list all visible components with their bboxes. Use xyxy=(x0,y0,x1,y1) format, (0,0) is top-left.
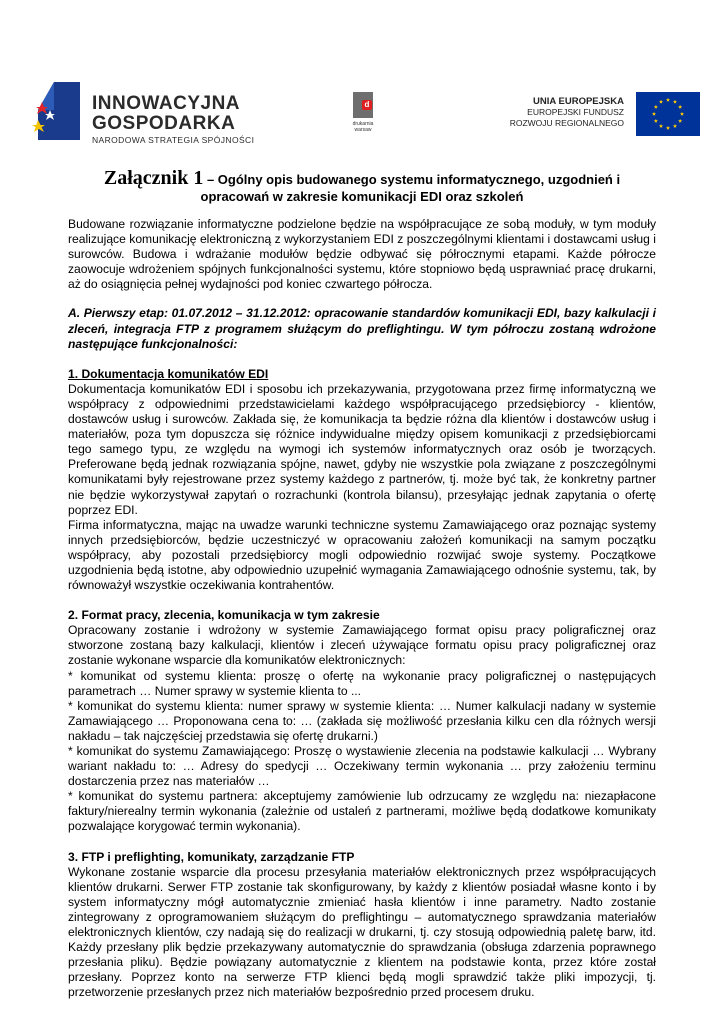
section-2-bullet-2: * komunikat do systemu klienta: numer sprawy w systemie klienta: … Numer kalkulacji nadany w systemie Zamawiającego … Proponowana cena to: … (zakłada się możliwość przesłania kilku cen dla różnych wersji nakładu – tak najczęściej przedstawia się ofertę drukarni.) xyxy=(68,698,656,743)
section-1-paragraph-1: Dokumentacja komunikatów EDI i sposobu ich przekazywania, przygotowana przez firmę informatyczną we współpracy z odpowiednimi przedstawicielami każdego współpracującego przedsiębiorcy - klientów, dostawców usług i surowców. Zakłada się, że komunikacja ta będzie różna dla klientów i dostawców usług i materiałów, poza tym dopuszcza się różnice indywidualne między opisem komunikacji z przedsiębiorcami tego samego typu, ze względu na wymogi ich systemów informatycznych oraz osób je tworzących. Preferowane będą jednak rozwiązania spójne, nawet, gdyby nie wszystkie pola związane z poszczególnymi komunikatami były rejestrowane przez systemy każdego z partnerów, tj. może być tak, że konkretny partner nie będzie wykorzystywał zapytań o rozrachunki (kontrola bilansu), przesyłając jednak zapytania o ofertę poprzez EDI. xyxy=(68,381,656,517)
title-description: – Ogólny opis budowanego systemu informatycznego, uzgodnień i opracowań w zakresie komunikacji EDI oraz szkoleń xyxy=(200,172,621,204)
ig-logo-title xyxy=(92,94,240,134)
section-1 xyxy=(68,367,656,593)
eu-logo-line1: UNIA EUROPEJSKA xyxy=(533,96,624,107)
ig-title-line2: GOSPODARKA xyxy=(92,113,236,134)
section-3-paragraph-1: Wykonane zostanie wsparcie dla procesu przesyłania materiałów elektronicznych przez współpracujących klientów drukarni. Serwer FTP zostanie tak skonfigurowany, by każdy z klientów posiadał własne konto i by system informatyczny mógł automatycznie zmieniać hasła klientów i inne parametry. Nadto zostanie zintegrowany z oprogramowaniem służącym do preflightingu – automatycznego sprawdzania materiałów elektronicznych klientów, czy nadają się do realizacji w drukarni, tj. czy stosują odpowiednią paletę barw, itd. Każdy przesłany plik będzie przekazywany automatycznie do sprawdzania (obsługa zdarzenia poprawnego przesłania pliku). Będzie powiązany automatycznie z klientem na podstawie konta, przez które został przesłany. Poprzez konto na serwerze FTP klienci będą mogli sprawdzić także pliki impozycji, tj. przetworzenie przesłanych przez nich materiałów bezpośrednio przed procesem druku. xyxy=(68,864,656,1000)
section-2-heading: 2. Format pracy, zlecenia, komunikacja w tym zakresie xyxy=(68,608,380,623)
innowacyjna-gospodarka-logo xyxy=(32,80,262,150)
section-2-bullet-4: * komunikat do systemu partnera: akceptujemy zamówienie lub odrzucamy ze względu na: niezapłacone faktury/nierealny termin wykonania (zależnie od ustaleń z partnerami, możliwe będą dodatkowe komunikaty pozwalające korygować termin wykonania). xyxy=(68,789,656,834)
section-1-heading: 1. Dokumentacja komunikatów EDI xyxy=(68,366,269,381)
page-header xyxy=(0,0,724,160)
ig-logo-mark-icon xyxy=(32,80,94,142)
intro-paragraph: Budowane rozwiązanie informatyczne podzielone będzie na współpracujące ze sobą moduły, w tym moduły realizujące komunikację elektroniczną z wykorzystaniem EDI z poszczególnymi klientami i dostawcami usług i surowców. Budowa i wdrażanie modułów będzie odbywać się półrocznymi etapami. Każde półrocze zaowocuje wdrożeniem spójnych funkcjonalności systemu, które stopniowo będą usprawniać pracę drukarni, aż do osiągnięcia pełnej wydajności pod koniec czwartego półrocza. xyxy=(68,217,656,292)
eu-logo xyxy=(490,92,700,140)
document-title xyxy=(68,167,656,205)
section-2-paragraph-1: Opracowany zostanie i wdrożony w systemie Zamawiającego format opisu pracy poligraficznej oraz stworzone zostaną bazy kalkulacji, klientów i zleceń używające formatu opisu pracy poligraficznej oraz zostanie wykonane wsparcie dla komunikatów elektronicznych: xyxy=(68,623,656,668)
section-2 xyxy=(68,608,656,834)
title-attachment: Załącznik 1 xyxy=(103,167,204,189)
section-3-heading: 3. FTP i preflighting, komunikaty, zarządzanie FTP xyxy=(68,849,355,864)
ig-title-line1: INNOWACYJNA xyxy=(92,93,241,114)
section-3 xyxy=(68,850,656,1001)
drukarnia-logo-box xyxy=(353,92,373,118)
document-body xyxy=(68,167,656,1016)
ig-logo-subtitle: NARODOWA STRATEGIA SPÓJNOŚCI xyxy=(92,135,255,145)
section-1-paragraph-2: Firma informatyczna, mając na uwadze warunki techniczne systemu Zamawiającego oraz poznając systemy innych przedsiębiorców, będzie uczestniczyć w opracowaniu założeń komunikacji na samym początku współpracy, aby pozostali przedsiębiorcy mogli odpowiednio rozwijać swoje systemy. Początkowe uzgodnienia będą istotne, aby odpowiednio uzupełnić wymagania Zamawiającego odnośnie systemu, tak, by równoważył wszystkie oczekiwania kontrahentów. xyxy=(68,517,656,593)
section-2-bullet-3: * komunikat do systemu Zamawiającego: Proszę o wystawienie zlecenia na podstawie kalkulacji … Wybrany wariant nakładu to: … Adresy do spedycji … Oczekiwany termin wykonania … przy założeniu terminu dostarczenia przez nas materiałów … xyxy=(68,744,656,789)
drukarnia-logo-mark: d xyxy=(362,100,372,110)
drukarnia-logo-caption: drukarnia warsaw xyxy=(352,121,374,133)
drukarnia-logo xyxy=(349,92,377,136)
eu-logo-text xyxy=(510,96,624,129)
eu-logo-line3: ROZWOJU REGIONALNEGO xyxy=(509,118,624,128)
stage-a-heading: A. Pierwszy etap: 01.07.2012 – 31.12.2012: opracowanie standardów komunikacji EDI, bazy kalkulacji i zleceń, integracja FTP z programem służącym do preflightingu. W tym półroczu zostaną wdrożone następujące funkcjonalności: xyxy=(68,306,656,351)
eu-logo-line2: EUROPEJSKI FUNDUSZ xyxy=(527,107,624,117)
section-2-bullet-1: * komunikat od systemu klienta: proszę o ofertę na wykonanie pracy poligraficznej o następujących parametrach … Numer sprawy w systemie klienta to ... xyxy=(68,668,656,698)
eu-flag-icon xyxy=(636,92,700,136)
